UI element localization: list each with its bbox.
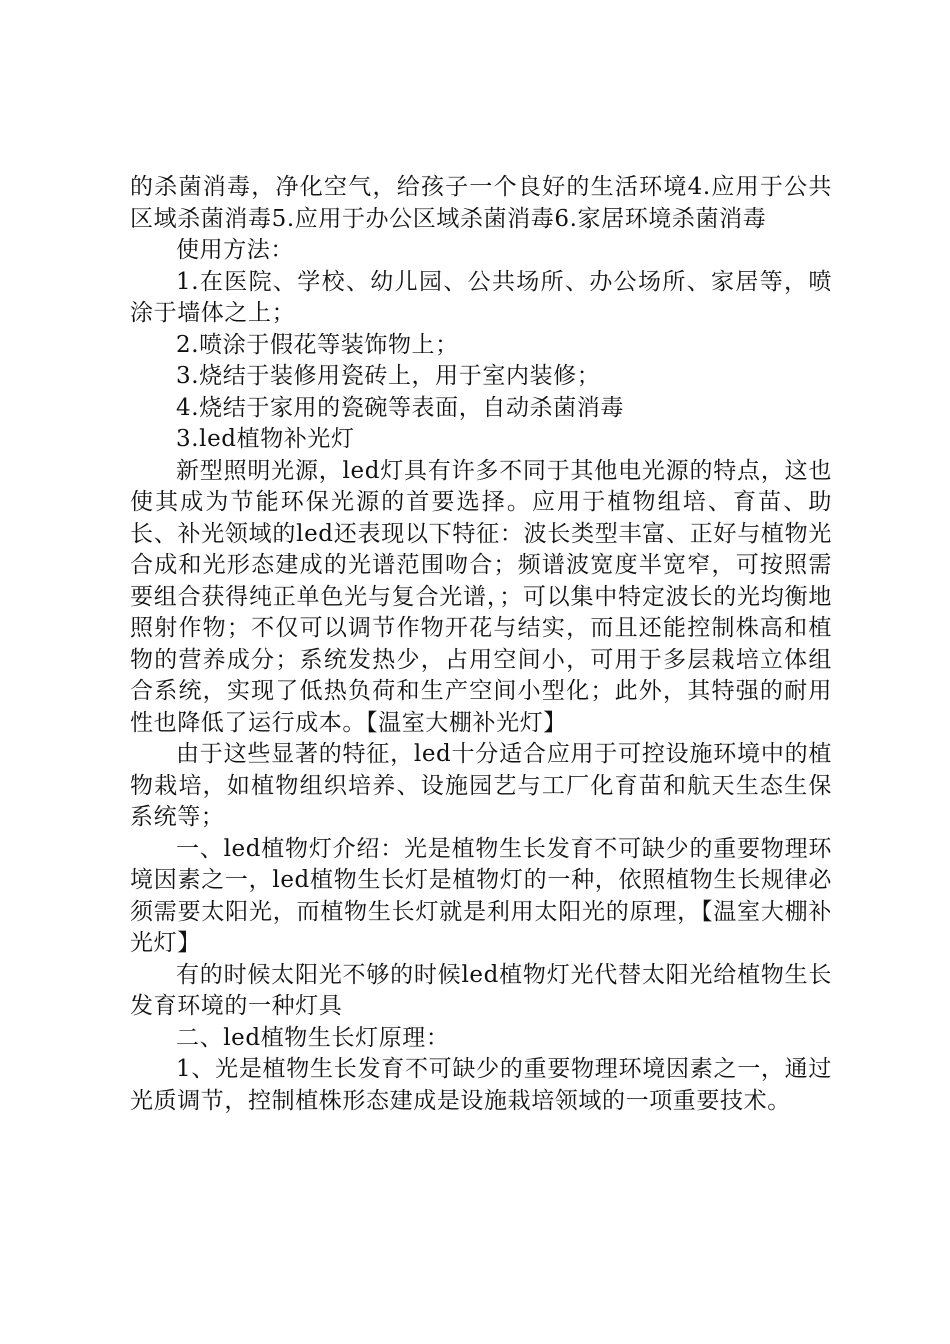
paragraph-led-intro: 一、led植物灯介绍：光是植物生长发育不可缺少的重要物理环境因素之一，led植物生长灯是植物灯的一种，依照植物生长规律必须需要太阳光，而植物生长灯就是利用太阳光的原理，【温室大棚补光灯】 (130, 835, 832, 956)
section-heading-led-principle: 二、led植物生长灯原理： (176, 1024, 450, 1051)
paragraph-usage-1: 1.在医院、学校、幼儿园、公共场所、办公场所、家居等，喷涂于墙体之上； (130, 268, 832, 326)
paragraph-led-features: 新型照明光源，led灯具有许多不同于其他电光源的特点，这也使其成为节能环保光源的首要选择。应用于植物组培、育苗、助长、补光领域的led还表现以下特征：波长类型丰富、正好与植物光合成和光形态建成的光谱范围吻合；频谱波宽度半宽窄，可按照需要组合获得纯正单色光与复合光谱，；可以集中特定波长的光均衡地照射作物；不仅可以调节作物开花与结实，而且还能控制株高和植物的营养成分；系统发热少，占用空间小，可用于多层栽培立体组合系统，实现了低热负荷和生产空间小型化；此外，其特强的耐用性也降低了运行成本。【温室大棚补光灯】 (130, 457, 832, 736)
document-page (130, 172, 832, 1117)
paragraph-usage-3: 3.烧结于装修用瓷砖上，用于室内装修； (176, 363, 601, 389)
section-heading-led-grow-light: 3.led植物补光灯 (176, 426, 355, 452)
paragraph-led-applications: 由于这些显著的特征，led十分适合应用于可控设施环境中的植物栽培，如植物组织培养、设施园艺与工厂化育苗和航天生态生保系统等； (130, 741, 832, 830)
paragraph-disinfection-applications: 的杀菌消毒，净化空气，给孩子一个良好的生活环境4.应用于公共区域杀菌消毒5.应用于办公区域杀菌消毒6.家居环境杀菌消毒 (130, 174, 832, 232)
paragraph-light-quality: 1、光是植物生长发育不可缺少的重要物理环境因素之一，通过光质调节，控制植株形态建成是设施栽培领域的一项重要技术。 (130, 1056, 832, 1114)
paragraph-usage-4: 4.烧结于家用的瓷碗等表面，自动杀菌消毒 (176, 394, 624, 421)
paragraph-led-substitute: 有的时候太阳光不够的时候led植物灯光代替太阳光给植物生长发育环境的一种灯具 (130, 961, 832, 1019)
paragraph-usage-heading: 使用方法： (176, 237, 294, 263)
paragraph-usage-2: 2.喷涂于假花等装饰物上； (176, 331, 459, 358)
